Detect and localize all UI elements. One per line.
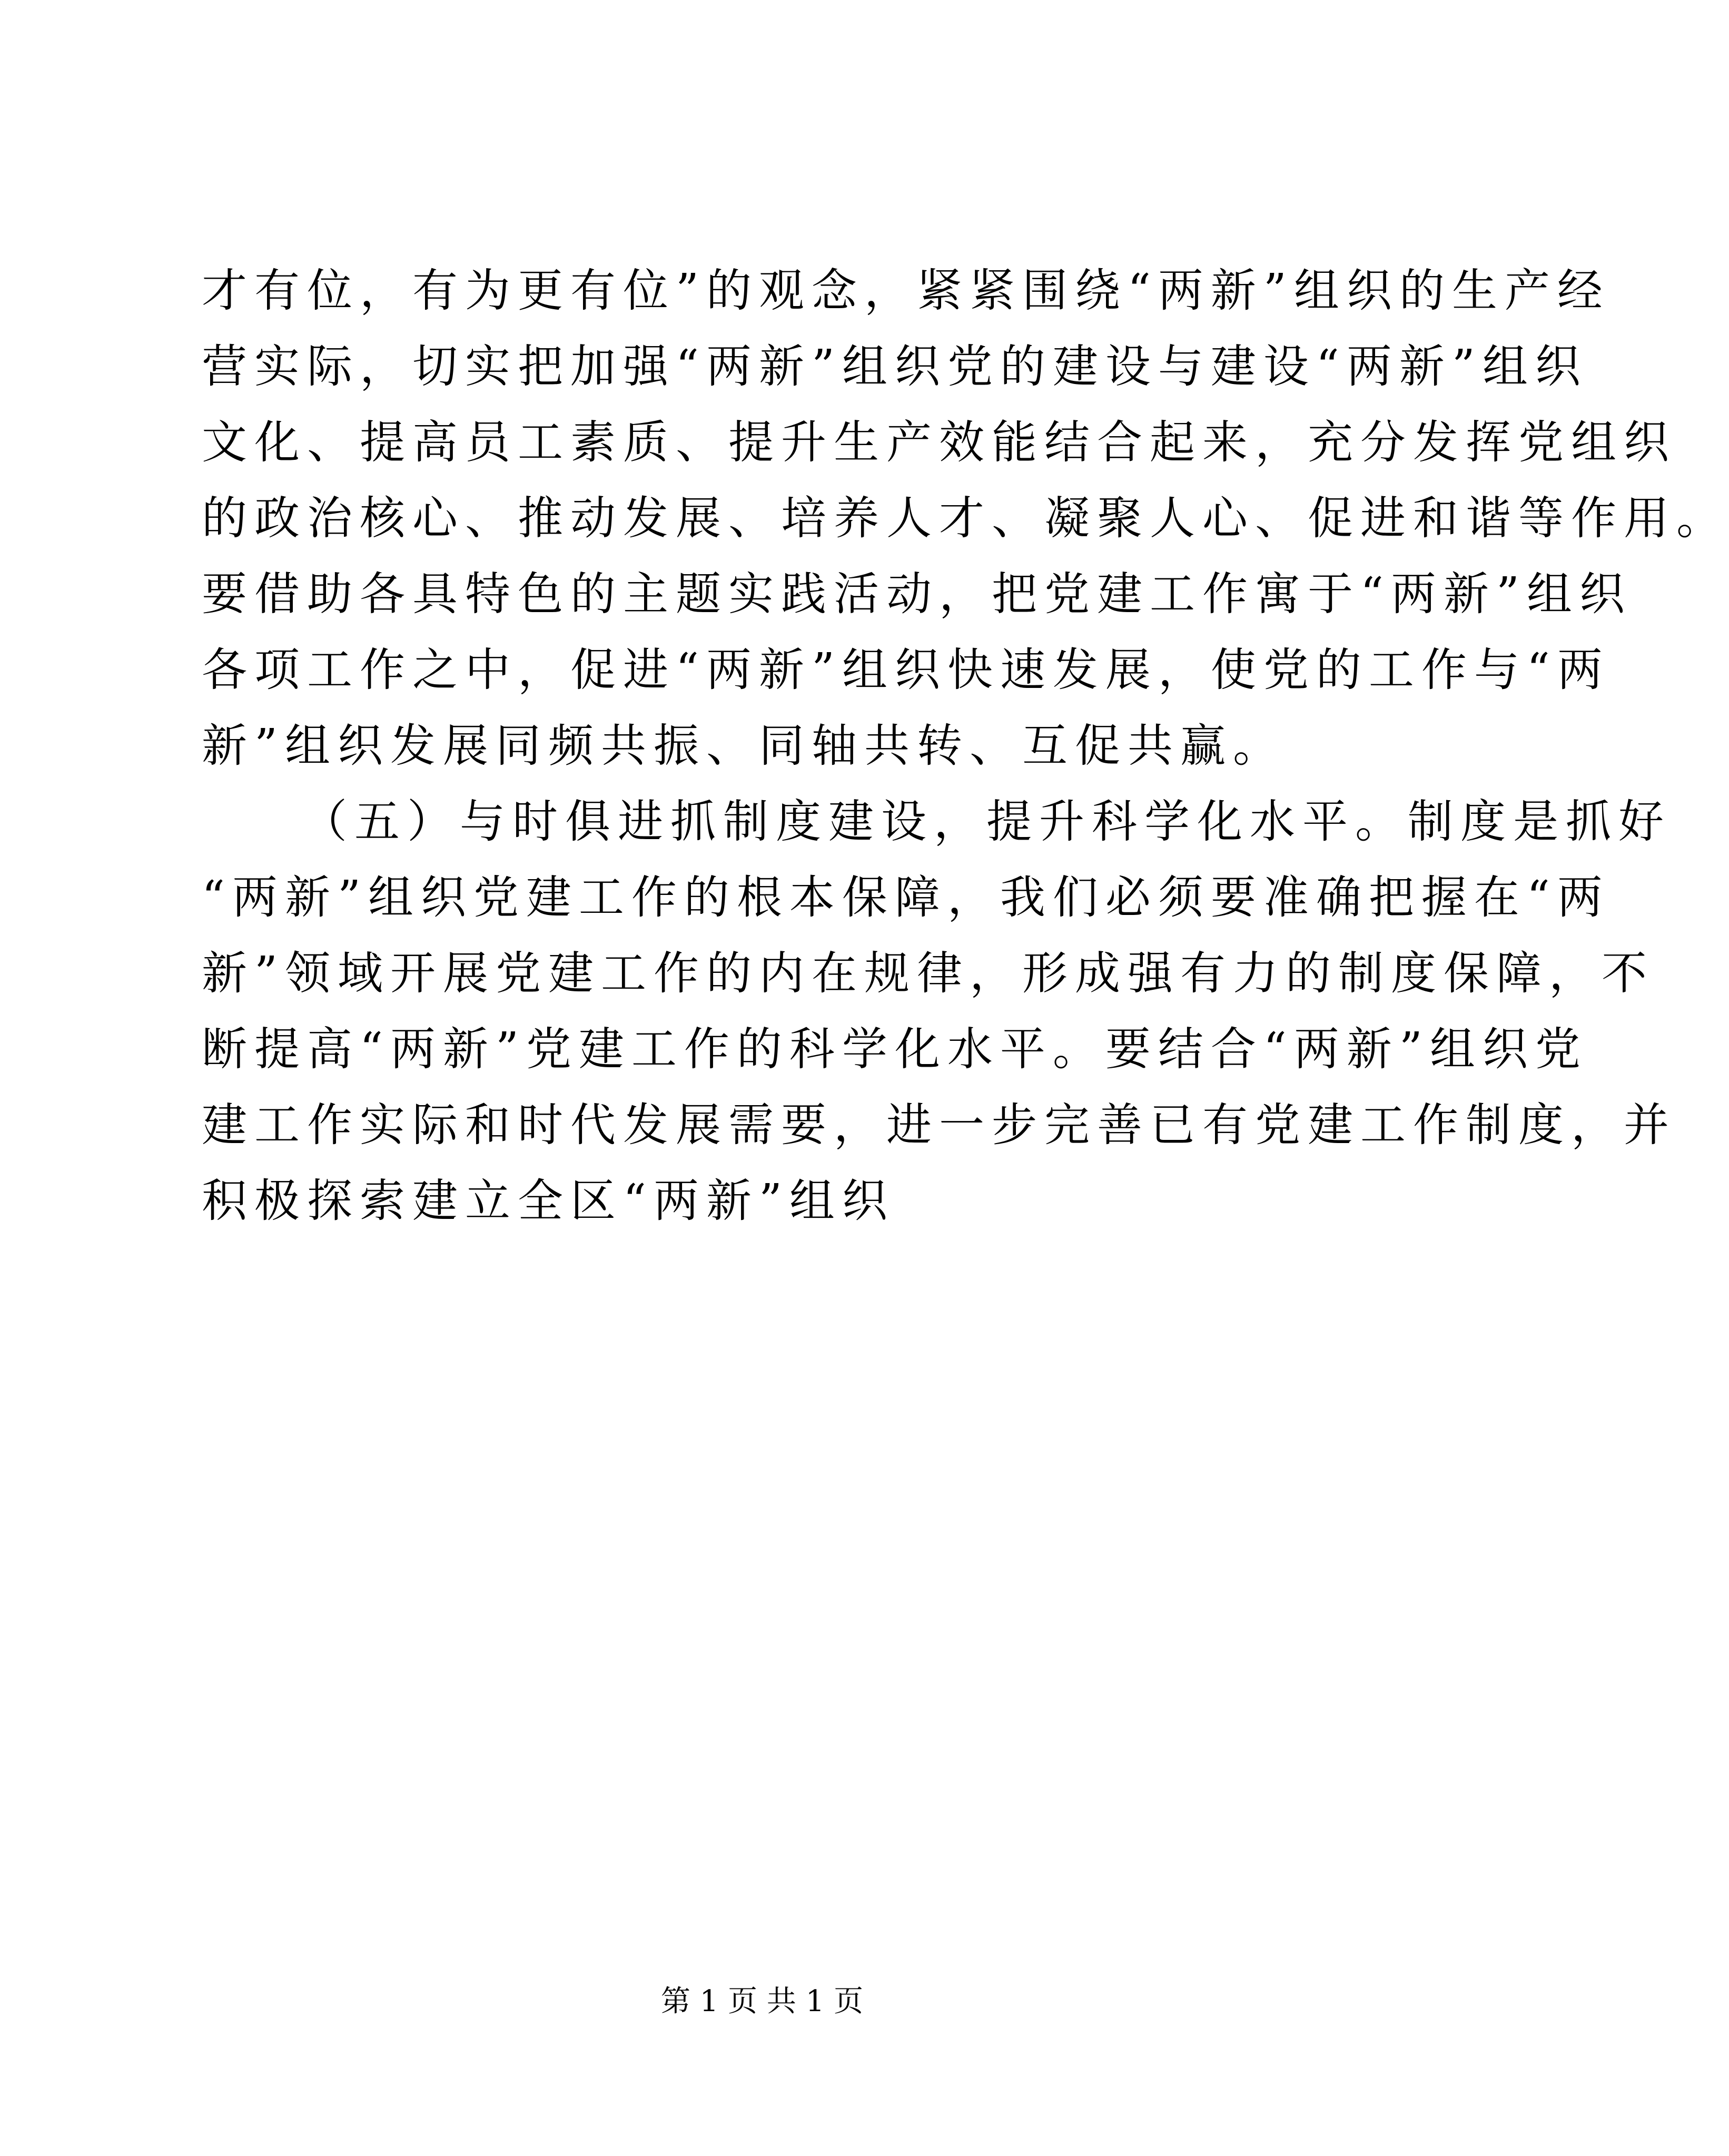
- section-heading-line: （五）与时俱进抓制度建设，提升科学化水平。制度是抓好: [302, 795, 1671, 848]
- text-line: 文化、提高员工素质、提升生产效能结合起来，充分发挥党组织: [202, 416, 1676, 469]
- text-line: 新”组织发展同频共振、同轴共转、互促共赢。: [202, 720, 1286, 772]
- document-body: [202, 253, 1729, 1239]
- text-line: 新”领域开展党建工作的内在规律，形成强有力的制度保障，不: [202, 947, 1654, 1000]
- page-number-footer: 第 1 页 共 1 页: [660, 1984, 864, 2019]
- text-line: 营实际，切实把加强“两新”组织党的建设与建设“两新”组织: [202, 340, 1588, 393]
- text-line: 积极探索建立全区“两新”组织: [202, 1175, 895, 1227]
- text-line: 断提高“两新”党建工作的科学化水平。要结合“两新”组织党: [202, 1023, 1588, 1076]
- text-line: 才有位，有为更有位”的观念，紧紧围绕“两新”组织的生产经: [202, 264, 1610, 317]
- text-line: 要借助各具特色的主题实践活动，把党建工作寓于“两新”组织: [202, 568, 1632, 621]
- text-line: 建工作实际和时代发展需要，进一步完善已有党建工作制度，并: [202, 1099, 1676, 1151]
- text-line: “两新”组织党建工作的根本保障，我们必须要准确把握在“两: [202, 871, 1610, 924]
- text-line: 的政治核心、推动发展、培养人才、凝聚人心、促进和谐等作用。: [202, 492, 1729, 545]
- text-line: 各项工作之中，促进“两新”组织快速发展，使党的工作与“两: [202, 644, 1610, 696]
